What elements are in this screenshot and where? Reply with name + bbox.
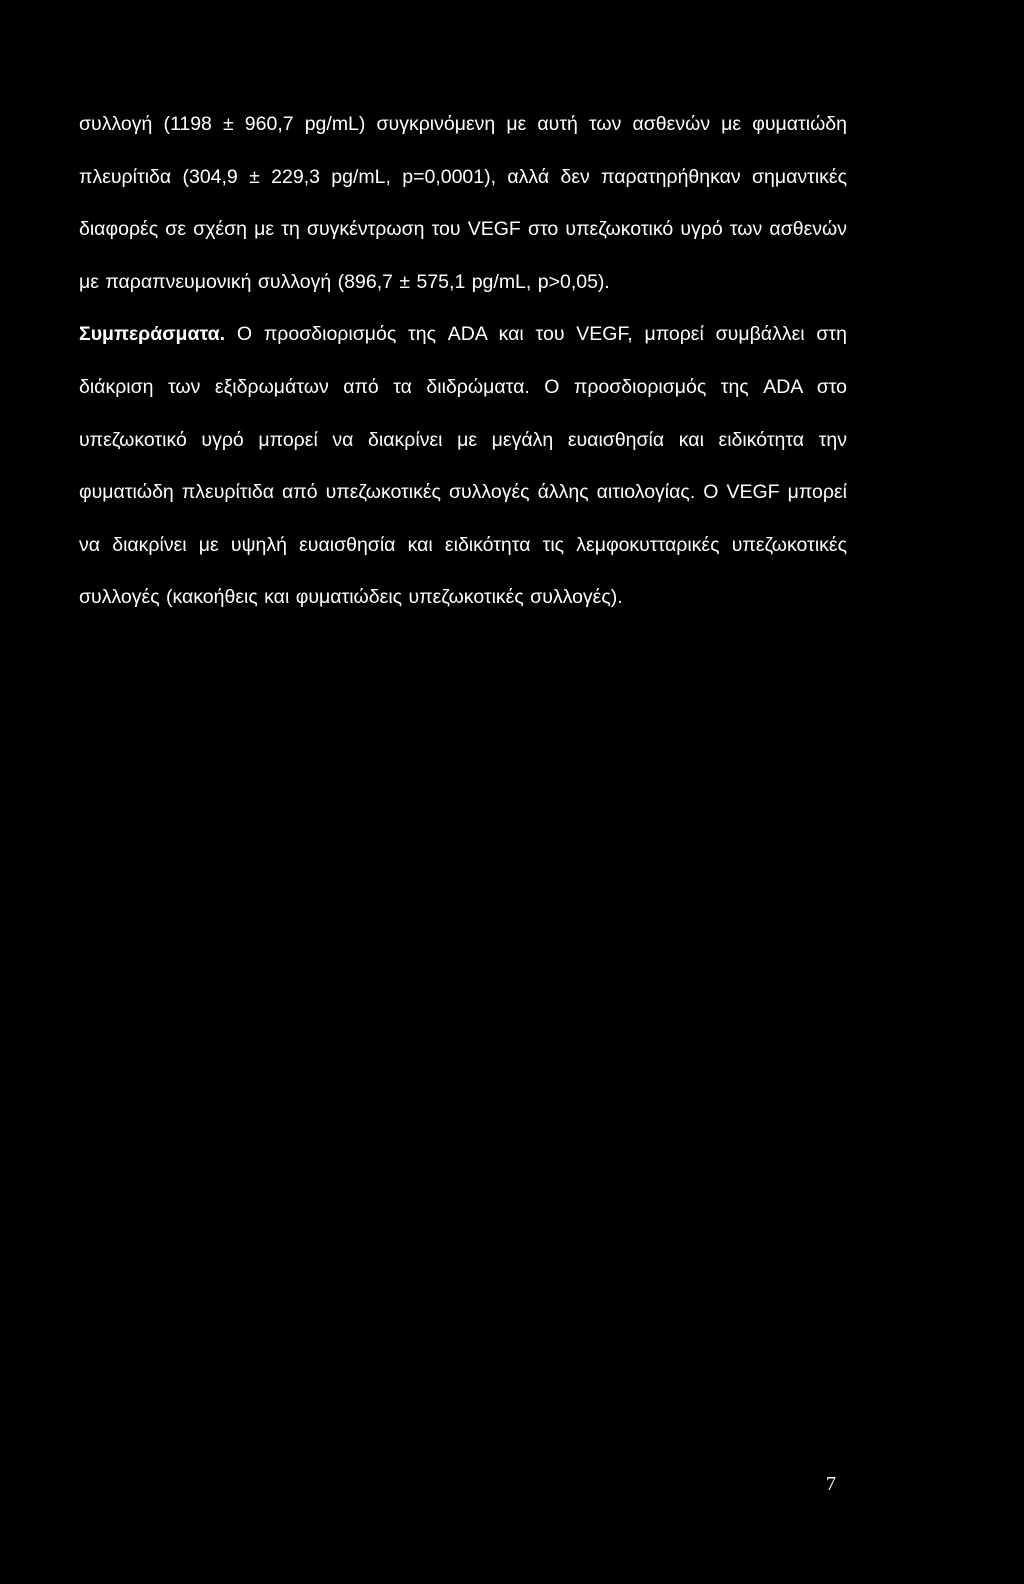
conclusions-heading: Συμπεράσματα. (79, 323, 226, 346)
page-number: 7 (826, 1473, 836, 1495)
conclusions-paragraph (79, 308, 847, 624)
body-text (79, 98, 847, 624)
results-paragraph: συλλογή (1198 ± 960,7 pg/mL) συγκρινόμενη με αυτή των ασθενών με φυματιώδη πλευρίτιδα (304,9 ± 229,3 pg/mL, p=0,0001), αλλά δεν παρατηρήθηκαν σημαντικές διαφορές σε σχέση με τη συγκέντρωση του VEGF στο υπεζωκοτικό υγρό των ασθενών με παραπνευμονική συλλογή (896,7 ± 575,1 pg/mL, p>0,05). (79, 113, 847, 293)
conclusions-text: Ο προσδιορισμός της ADA και του VEGF, μπορεί συμβάλλει στη διάκριση των εξιδρωμάτων από τα διιδρώματα. Ο προσδιορισμός της ADA στο υπεζωκοτικό υγρό μπορεί να διακρίνει με μεγάλη ευαισθησία και ειδικότητα την φυματιώδη πλευρίτιδα από υπεζωκοτικές συλλογές άλλης αιτιολογίας. Ο VEGF μπορεί να διακρίνει με υψηλή ευαισθησία και ειδικότητα τις λεμφοκυτταρικές υπεζωκοτικές συλλογές (κακοήθεις και φυματιώδεις υπεζωκοτικές συλλογές). (79, 323, 847, 609)
